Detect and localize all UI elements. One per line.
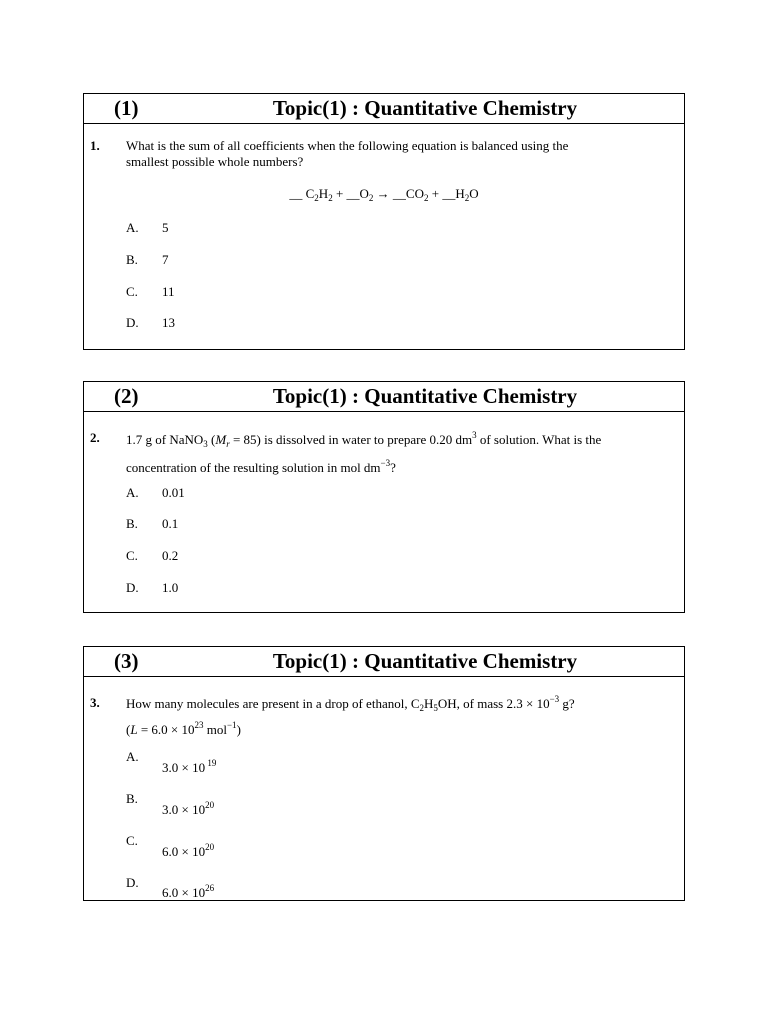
question-card-2: [83, 381, 685, 613]
topic-title: Topic(1) : Quantitative Chemistry: [272, 649, 578, 673]
option-letter: A.: [126, 220, 139, 235]
option-value: 13: [162, 315, 175, 330]
option-value: 0.2: [162, 548, 179, 563]
option-value: 11: [162, 284, 175, 299]
option-value: 3.0 × 10 $^{19}$: [162, 758, 217, 775]
option-letter: B.: [126, 516, 138, 531]
card-header: [84, 94, 684, 124]
question-number: 2.: [90, 430, 100, 445]
option-letter: D.: [126, 580, 139, 595]
option-letter: B.: [126, 791, 138, 806]
topic-title: Topic(1) : Quantitative Chemistry: [272, 384, 578, 408]
option-value: $3.0 \times 10^{20}$: [162, 800, 215, 817]
topic-title: Topic(1) : Quantitative Chemistry: [272, 96, 578, 120]
question-badge: (3): [114, 649, 139, 673]
card-header: [84, 647, 684, 677]
question-number: 1.: [90, 138, 100, 153]
option-value: 0.01: [162, 485, 185, 500]
option-letter: A.: [126, 749, 139, 764]
option-letter: C.: [126, 833, 138, 848]
option-value: 5: [162, 220, 169, 235]
option-value: 7: [162, 252, 169, 267]
option-letter: C.: [126, 548, 138, 563]
question-text: What is the sum of all coefficients when the following equation is balanced using the smallest possible whole numbers?: [126, 138, 569, 169]
question-number: 3.: [90, 695, 100, 710]
option-letter: D.: [126, 875, 139, 890]
chemical-equation: __ $C_2H_2$ + $\_\_O_2$ → $\_\_CO_2$ + $\_\_H_2O$: [289, 186, 479, 203]
option-letter: D.: [126, 315, 139, 330]
option-value: $6.0 \times 10^{20}$: [162, 842, 215, 859]
question-card-3: [83, 646, 685, 901]
question-text: 1.7 g of NaNO$_3$ $(M_r = 85)$ is dissolved in water to prepare 0.20 $dm^3$ of solution. What is the concentration of the resulting solution in mol $dm^{-3}$?: [126, 430, 602, 475]
question-badge: (2): [114, 384, 139, 408]
question-badge: (1): [114, 96, 139, 120]
question-text: How many molecules are present in a drop of ethanol, $C_2H_5OH$, of mass $2.3 \times 10^{-3}$ g? ($L = 6.0 \times 10^{23}$ mol$^{-1}$): [126, 694, 575, 737]
option-value: 0.1: [162, 516, 179, 531]
option-letter: A.: [126, 485, 139, 500]
option-letter: C.: [126, 284, 138, 299]
option-value: 1.0: [162, 580, 179, 595]
option-letter: B.: [126, 252, 138, 267]
card-header: [84, 382, 684, 412]
question-card-1: [83, 93, 685, 350]
option-value: $6.0 \times 10^{26}$: [162, 883, 215, 900]
